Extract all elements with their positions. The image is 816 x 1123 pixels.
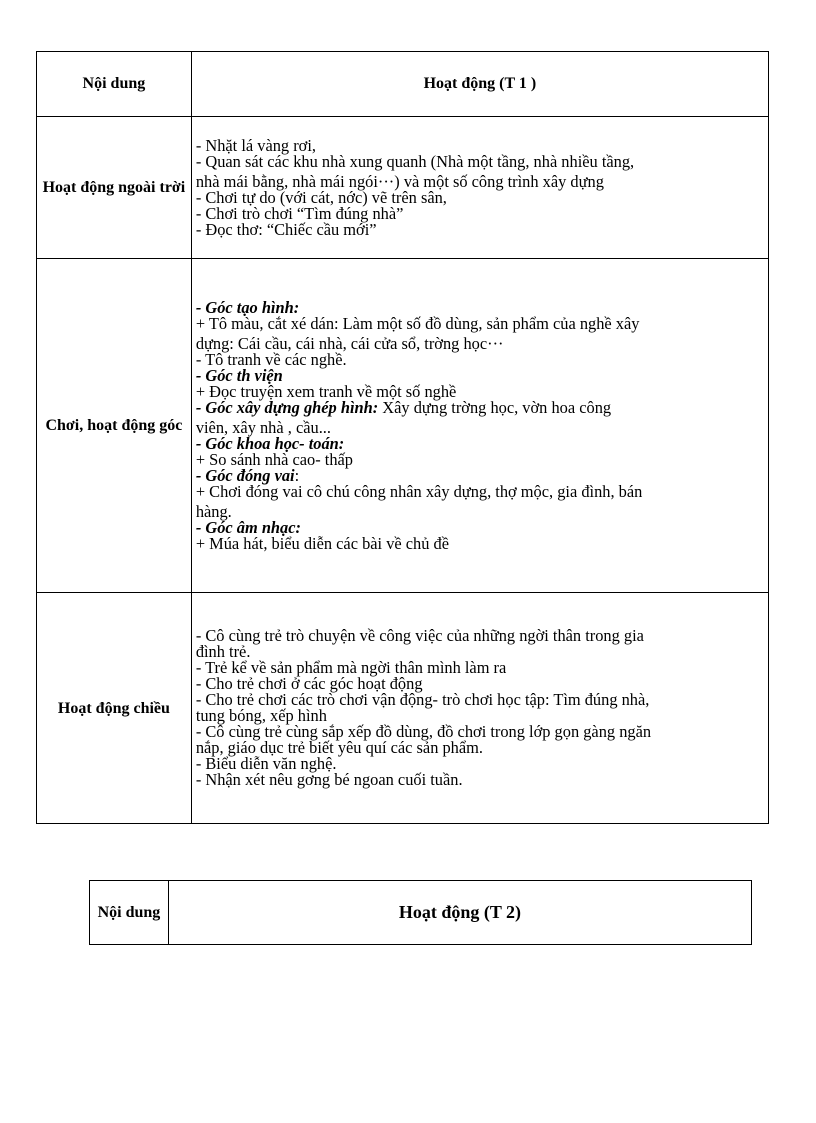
content-line: - Cho trẻ chơi ở các góc hoạt động xyxy=(195,674,423,693)
content-line: - Trẻ kể về sản phẩm mà ngời thân mình làm ra xyxy=(195,658,507,677)
corner-heading: - Góc đóng vai xyxy=(195,465,295,485)
content-line: - Nhặt lá vàng rơi, xyxy=(195,135,316,155)
content-line: tung bóng, xếp hình xyxy=(195,706,327,725)
content-line: nhà mái bằng, nhà mái ngói···) và một số công trình xây dựng xyxy=(195,171,604,191)
corner-heading: - Góc tạo hình: xyxy=(195,297,300,317)
row-label-outdoor: Hoạt động ngoài trời xyxy=(37,117,192,259)
table2-header-row xyxy=(90,881,752,945)
row-content-afternoon xyxy=(191,593,768,824)
table2-header-activity-t2: Hoạt động (T 2) xyxy=(168,881,751,945)
content-line: dựng: Cái cầu, cái nhà, cái cửa sổ, trờng học··· xyxy=(195,333,504,353)
content-line xyxy=(195,397,763,417)
content-line: - Chơi tự do (với cát, nớc) vẽ trên sân, xyxy=(195,187,447,207)
content-line: đình trẻ. xyxy=(195,642,251,661)
table-header-row xyxy=(37,52,769,117)
content-line: - Nhận xét nêu gơng bé ngoan cuối tuần. xyxy=(195,770,463,789)
weekly-plan-table-t1 xyxy=(36,51,769,824)
table2-header-content-label: Nội dung xyxy=(90,881,169,945)
row-label-corner-play: Chơi, hoạt động góc xyxy=(37,259,192,593)
row-content-corner-play xyxy=(191,259,768,593)
table-row-outdoor xyxy=(37,117,769,259)
content-line: - Cô cùng trẻ cùng sắp xếp đồ dùng, đồ chơi trong lớp gọn gàng ngăn xyxy=(195,722,652,741)
content-line: - Biểu diễn văn nghệ. xyxy=(195,754,337,773)
content-line: - Quan sát các khu nhà xung quanh (Nhà một tầng, nhà nhiều tầng, xyxy=(195,151,635,171)
content-line: hàng. xyxy=(195,501,232,521)
content-line: - Cô cùng trẻ trò chuyện về công việc của những ngời thân trong gia xyxy=(195,626,644,645)
content-line: - Tô tranh về các nghề. xyxy=(195,349,347,369)
corner-heading: - Góc xây dựng ghép hình: xyxy=(195,397,379,417)
content-line: + Chơi đóng vai cô chú công nhân xây dựng, thợ mộc, gia đình, bán xyxy=(195,481,643,501)
content-line: - Chơi trò chơi “Tìm đúng nhà” xyxy=(195,203,404,223)
corner-heading-text: : xyxy=(294,465,300,485)
content-line: - Đọc thơ: “Chiếc cầu mới” xyxy=(195,219,377,239)
weekly-plan-table-t2 xyxy=(89,880,752,945)
content-line: - Cho trẻ chơi các trò chơi vận động- trò chơi học tập: Tìm đúng nhà, xyxy=(195,690,650,709)
corner-heading: - Góc khoa học- toán: xyxy=(195,433,345,453)
content-line: viên, xây nhà , cầu... xyxy=(195,417,331,437)
header-content-label: Nội dung xyxy=(37,52,192,117)
corner-heading-text: Xây dựng trờng học, vờn hoa công xyxy=(378,397,612,417)
corner-heading: - Góc th viện xyxy=(195,365,283,385)
corner-heading: - Góc âm nhạc: xyxy=(195,517,301,537)
content-line: + Tô màu, cắt xé dán: Làm một số đồ dùng, sản phẩm của nghề xây xyxy=(195,313,640,333)
content-line: + So sánh nhà cao- thấp xyxy=(195,449,353,469)
content-line: + Múa hát, biểu diễn các bài về chủ đề xyxy=(195,533,449,553)
content-line: + Đọc truyện xem tranh về một số nghề xyxy=(195,381,457,401)
table-row-afternoon xyxy=(37,593,769,824)
table-row-corner-play xyxy=(37,259,769,593)
content-line: nắp, giáo dục trẻ biết yêu quí các sản phẩm. xyxy=(195,738,484,757)
header-activity-t1: Hoạt động (T 1 ) xyxy=(191,52,768,117)
row-label-afternoon: Hoạt động chiều xyxy=(37,593,192,824)
row-content-outdoor xyxy=(191,117,768,259)
